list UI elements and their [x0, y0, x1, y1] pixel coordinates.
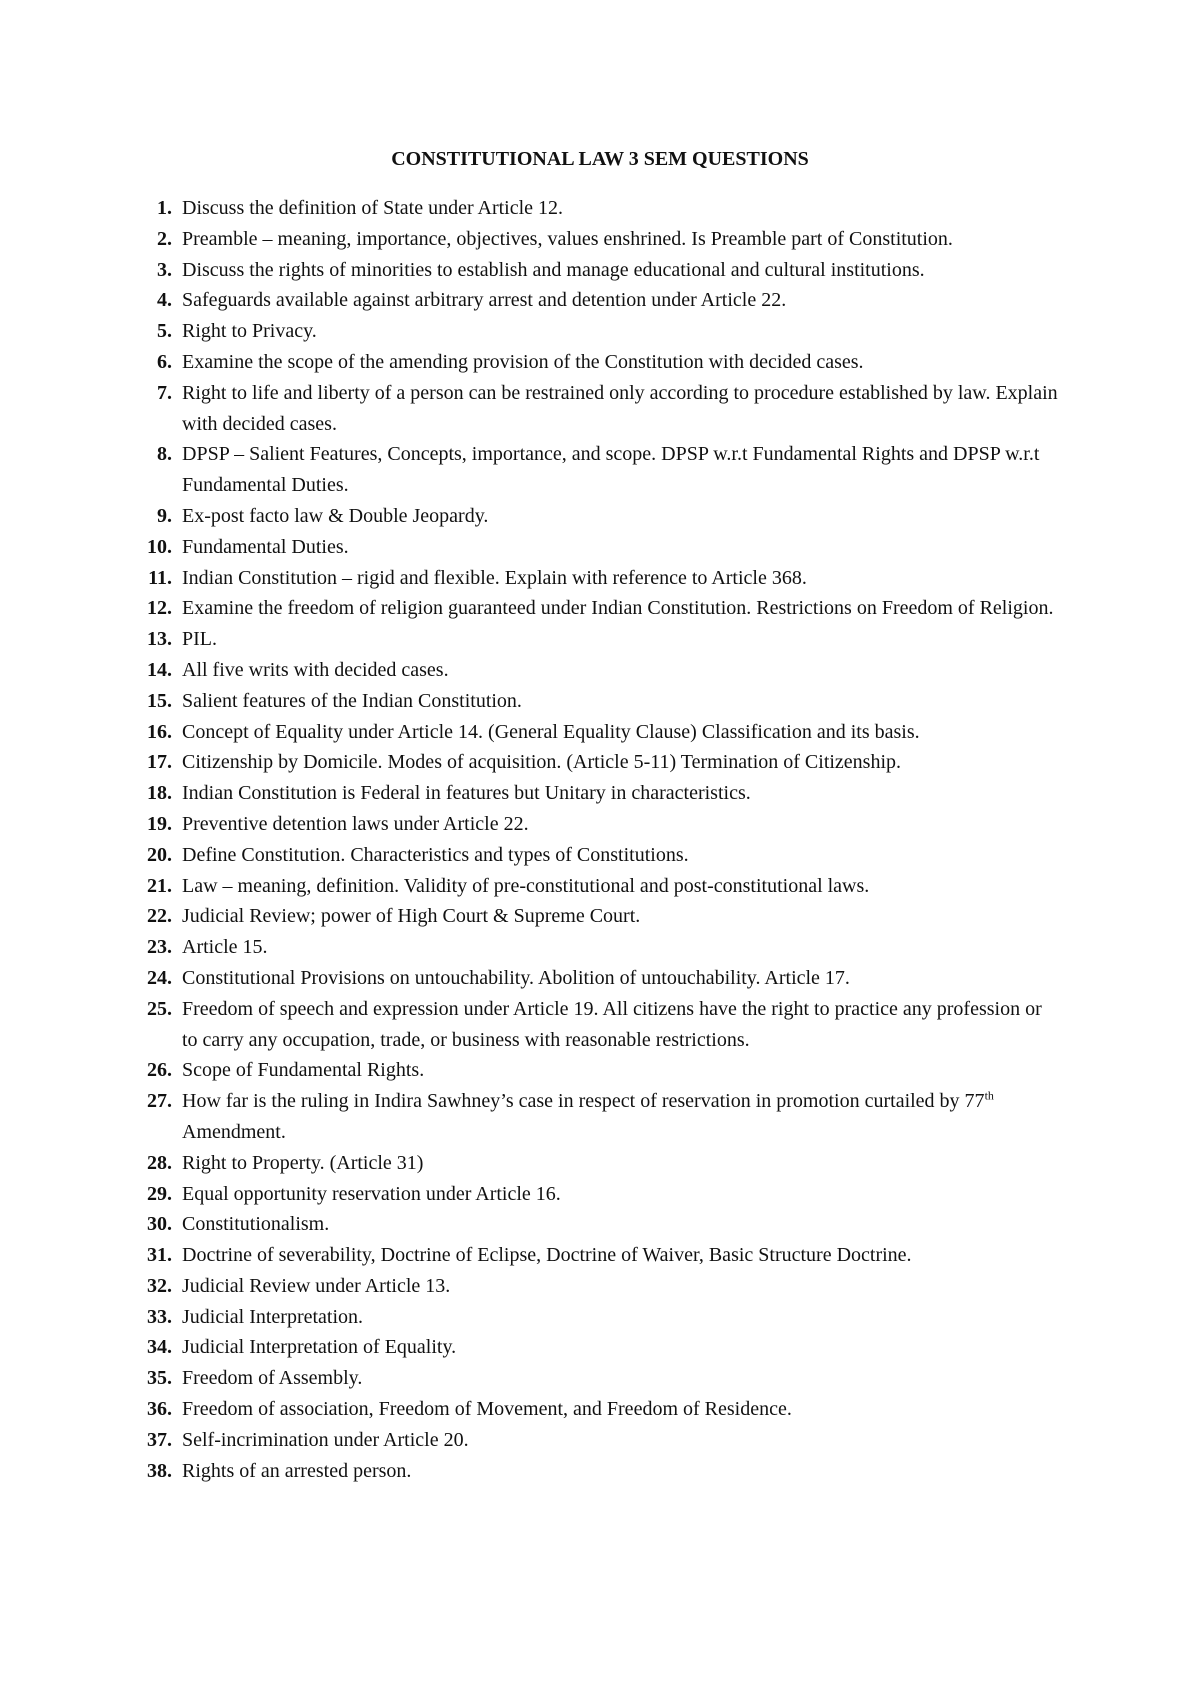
question-text: Ex-post facto law & Double Jeopardy. — [182, 504, 489, 527]
question-item — [0, 871, 1062, 902]
question-text: Preventive detention laws under Article 22. — [182, 812, 529, 835]
question-item — [0, 1332, 1062, 1363]
question-item — [0, 932, 1062, 963]
question-text: Freedom of association, Freedom of Movement, and Freedom of Residence. — [182, 1398, 792, 1421]
page-title: CONSTITUTIONAL LAW 3 SEM QUESTIONS — [391, 148, 809, 170]
question-list — [0, 193, 1200, 1486]
question-text: Examine the scope of the amending provision of the Constitution with decided cases. — [182, 350, 864, 373]
question-number: 32. — [147, 1274, 172, 1297]
question-item — [0, 439, 1062, 501]
question-number: 11. — [148, 566, 172, 589]
question-text: Rights of an arrested person. — [182, 1459, 412, 1482]
question-text: Judicial Review; power of High Court & Supreme Court. — [182, 905, 641, 928]
question-number: 27. — [147, 1090, 172, 1113]
question-text: How far is the ruling in Indira Sawhney’s case in respect of reservation in promotion curtailed by 77 — [182, 1090, 985, 1113]
question-item — [0, 316, 1062, 347]
question-number: 14. — [147, 658, 172, 681]
question-item — [0, 347, 1062, 378]
question-item — [0, 193, 1062, 224]
question-item — [0, 1240, 1062, 1271]
question-item — [0, 901, 1062, 932]
question-text: Judicial Interpretation. — [182, 1305, 364, 1328]
question-number: 36. — [147, 1398, 172, 1421]
question-text: Examine the freedom of religion guaranteed under Indian Constitution. Restrictions on Freedom of Religion. — [182, 597, 1054, 620]
question-number: 5. — [157, 320, 172, 343]
question-number: 30. — [147, 1213, 172, 1236]
question-item — [0, 994, 1062, 1056]
question-number: 3. — [157, 258, 172, 281]
question-text: Judicial Review under Article 13. — [182, 1274, 451, 1297]
question-text: Self-incrimination under Article 20. — [182, 1428, 469, 1451]
question-item — [0, 563, 1062, 594]
question-text: Judicial Interpretation of Equality. — [182, 1336, 457, 1359]
question-item — [0, 1302, 1062, 1333]
question-number: 18. — [147, 782, 172, 805]
question-text: Preamble – meaning, importance, objectives, values enshrined. Is Preamble part of Constitution. — [182, 227, 953, 250]
question-number: 19. — [147, 812, 172, 835]
question-text: Discuss the rights of minorities to establish and manage educational and cultural institutions. — [182, 258, 925, 281]
question-item — [0, 1363, 1062, 1394]
question-item — [0, 624, 1062, 655]
question-number: 29. — [147, 1182, 172, 1205]
question-item — [0, 1209, 1062, 1240]
question-number: 12. — [147, 597, 172, 620]
question-item — [0, 840, 1062, 871]
question-item — [0, 778, 1062, 809]
question-number: 33. — [147, 1305, 172, 1328]
question-number: 34. — [147, 1336, 172, 1359]
question-number: 7. — [157, 381, 172, 404]
question-number: 21. — [147, 874, 172, 897]
question-item — [0, 717, 1062, 748]
question-text: Constitutionalism. — [182, 1213, 330, 1236]
question-text: Citizenship by Domicile. Modes of acquisition. (Article 5-11) Termination of Citizenship. — [182, 751, 902, 774]
question-item — [0, 686, 1062, 717]
question-text: Freedom of speech and expression under Article 19. All citizens have the right to practice any profession or to carry any occupation, trade, or business with reasonable restrictions. — [182, 997, 1042, 1051]
question-number: 25. — [147, 997, 172, 1020]
question-item — [0, 1271, 1062, 1302]
question-number: 8. — [157, 443, 172, 466]
question-number: 15. — [147, 689, 172, 712]
question-text: Fundamental Duties. — [182, 535, 349, 558]
question-number: 35. — [147, 1367, 172, 1390]
question-text: Indian Constitution is Federal in features but Unitary in characteristics. — [182, 782, 751, 805]
question-item — [0, 655, 1062, 686]
question-item — [0, 1425, 1062, 1456]
question-number: 13. — [147, 628, 172, 651]
question-item — [0, 1179, 1062, 1210]
question-text: Right to Property. (Article 31) — [182, 1151, 424, 1174]
question-number: 20. — [147, 843, 172, 866]
question-number: 10. — [147, 535, 172, 558]
question-item — [0, 809, 1062, 840]
question-text: All five writs with decided cases. — [182, 658, 449, 681]
question-text: Safeguards available against arbitrary arrest and detention under Article 22. — [182, 289, 787, 312]
ordinal-superscript: th — [984, 1088, 994, 1103]
question-text: Right to Privacy. — [182, 320, 317, 343]
question-item — [0, 1055, 1062, 1086]
question-text: Indian Constitution – rigid and flexible. Explain with reference to Article 368. — [182, 566, 807, 589]
question-number: 38. — [147, 1459, 172, 1482]
question-number: 1. — [157, 197, 172, 219]
question-number: 37. — [147, 1428, 172, 1451]
question-text: Constitutional Provisions on untouchability. Abolition of untouchability. Article 17. — [182, 966, 850, 989]
question-text: Salient features of the Indian Constitution. — [182, 689, 522, 712]
question-text: Equal opportunity reservation under Article 16. — [182, 1182, 561, 1205]
question-number: 23. — [147, 936, 172, 959]
question-number: 2. — [157, 227, 172, 250]
question-text-continuation: Amendment. — [182, 1120, 286, 1143]
question-number: 28. — [147, 1151, 172, 1174]
question-text: Right to life and liberty of a person can be restrained only according to procedure established by law. Explain with decided cases. — [182, 381, 1058, 435]
question-item — [0, 593, 1062, 624]
question-number: 31. — [147, 1244, 172, 1267]
question-item — [0, 1394, 1062, 1425]
question-item — [0, 224, 1062, 255]
question-item — [0, 963, 1062, 994]
question-text: PIL. — [182, 628, 217, 651]
question-item — [0, 285, 1062, 316]
question-item — [0, 1148, 1062, 1179]
question-item — [0, 501, 1062, 532]
question-number: 4. — [157, 289, 172, 312]
question-text: Define Constitution. Characteristics and types of Constitutions. — [182, 843, 689, 866]
question-number: 6. — [157, 350, 172, 373]
question-number: 22. — [147, 905, 172, 928]
question-text: Article 15. — [182, 936, 268, 959]
question-number: 17. — [147, 751, 172, 774]
question-text: Law – meaning, definition. Validity of pre-constitutional and post-constitutional laws. — [182, 874, 870, 897]
question-number: 24. — [147, 966, 172, 989]
question-text: Discuss the definition of State under Article 12. — [182, 197, 564, 219]
question-item — [0, 1456, 1062, 1487]
question-text: Doctrine of severability, Doctrine of Eclipse, Doctrine of Waiver, Basic Structure Doctrine. — [182, 1244, 912, 1267]
question-number: 16. — [147, 720, 172, 743]
question-item — [0, 532, 1062, 563]
question-item — [0, 255, 1062, 286]
question-number: 9. — [157, 504, 172, 527]
question-item — [0, 747, 1062, 778]
question-item — [0, 378, 1062, 440]
question-item — [0, 1086, 1062, 1148]
question-text: Concept of Equality under Article 14. (General Equality Clause) Classification and its basis. — [182, 720, 920, 743]
question-text: DPSP – Salient Features, Concepts, importance, and scope. DPSP w.r.t Fundamental Rights and DPSP w.r.t Fundamental Duties. — [182, 443, 1040, 497]
question-text: Scope of Fundamental Rights. — [182, 1059, 425, 1082]
question-text: Freedom of Assembly. — [182, 1367, 363, 1390]
question-number: 26. — [147, 1059, 172, 1082]
